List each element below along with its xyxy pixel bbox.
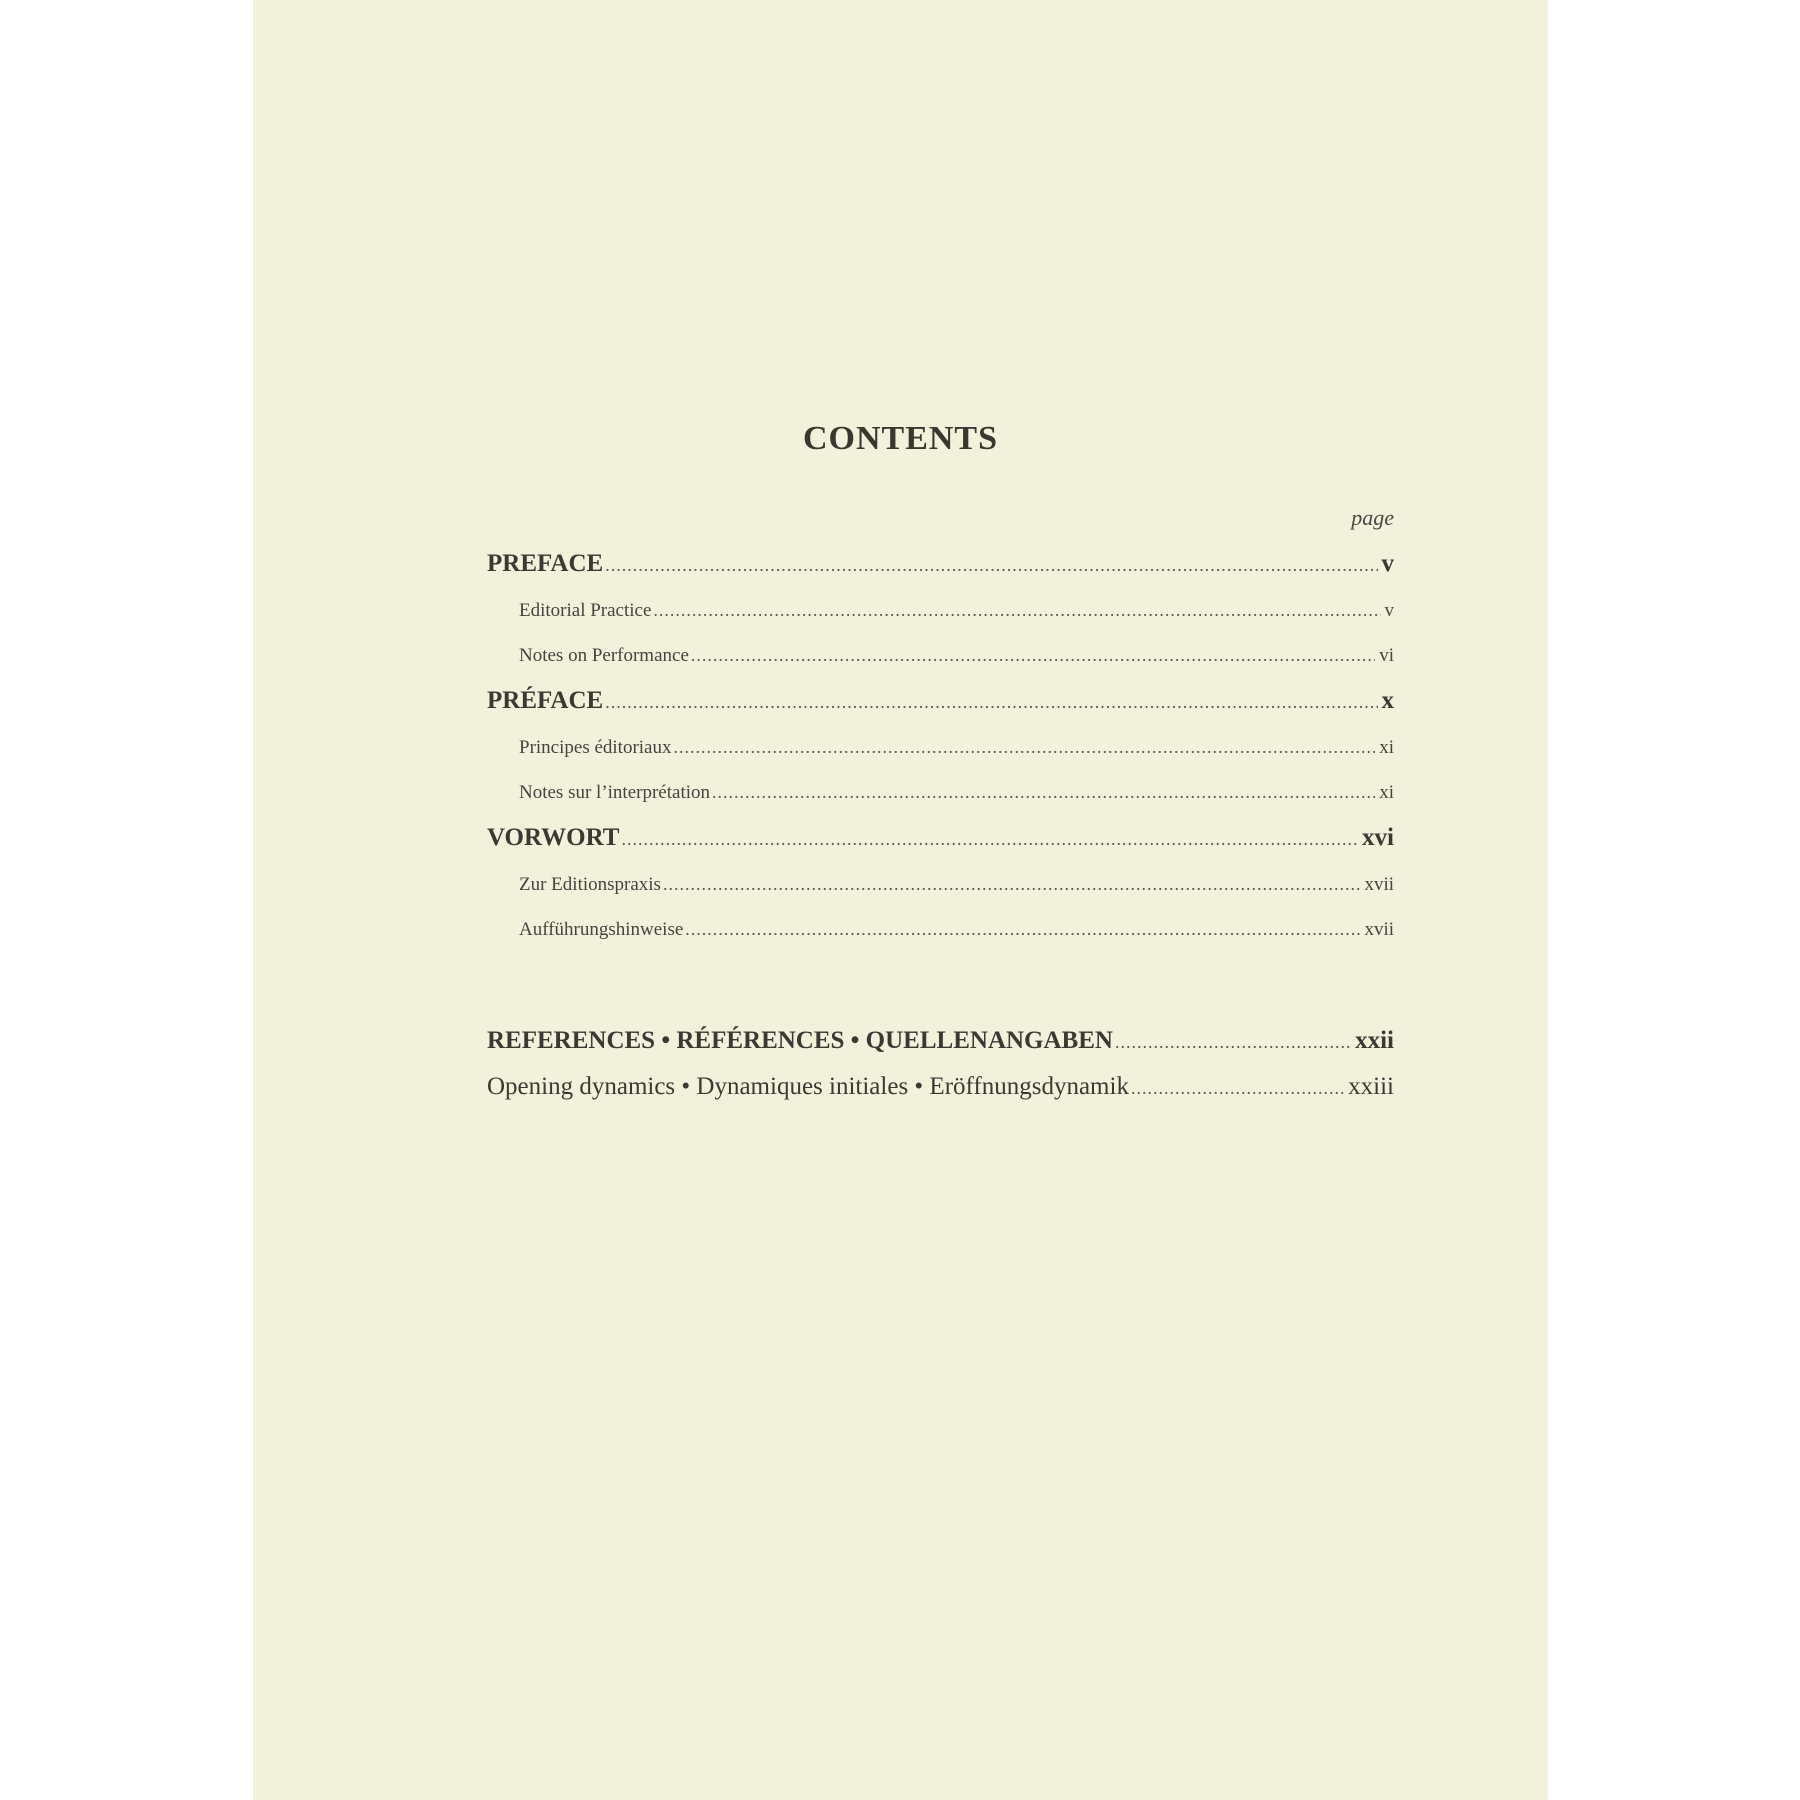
toc-entry-label: Opening dynamics • Dynamiques initiales • Eröffnungsdynamik bbox=[487, 1073, 1129, 1100]
dot-leader bbox=[674, 737, 1376, 758]
dot-leader bbox=[691, 645, 1375, 666]
toc-entry-label: Aufführungshinweise bbox=[519, 919, 684, 940]
toc-entry-label: Editorial Practice bbox=[519, 600, 652, 621]
toc-entry-vorwort bbox=[487, 824, 1394, 852]
toc-entry-page: xvi bbox=[1362, 824, 1394, 851]
dot-leader bbox=[1131, 1078, 1344, 1099]
toc-entry-preface bbox=[487, 550, 1394, 578]
toc-entry-page: xxii bbox=[1355, 1027, 1394, 1054]
toc-entry-notes-sur-interpretation bbox=[487, 782, 1394, 804]
dot-leader bbox=[1115, 1032, 1351, 1053]
page-title: CONTENTS bbox=[802, 420, 999, 457]
toc-entry-page: v bbox=[1384, 600, 1394, 621]
toc-entry-label: Notes sur l’interprétation bbox=[519, 782, 711, 803]
toc-entry-preface-fr bbox=[487, 687, 1394, 715]
page-column-label: page bbox=[1351, 505, 1394, 530]
contents-page bbox=[253, 0, 1548, 1800]
toc-entry-label: Notes on Performance bbox=[519, 645, 689, 666]
toc-entry-page: x bbox=[1381, 687, 1394, 714]
dot-leader bbox=[621, 829, 1358, 850]
toc-entry-page: xi bbox=[1379, 782, 1394, 803]
toc-entry-page: xxiii bbox=[1348, 1073, 1394, 1100]
toc-entry-page: xvii bbox=[1364, 874, 1394, 895]
toc-entry-label: PRÉFACE bbox=[487, 687, 604, 714]
toc-entry-label: VORWORT bbox=[487, 824, 620, 851]
dot-leader bbox=[605, 692, 1377, 713]
dot-leader bbox=[653, 600, 1380, 621]
dot-leader bbox=[663, 874, 1360, 895]
dot-leader bbox=[685, 919, 1360, 940]
toc-entry-label: PREFACE bbox=[487, 550, 604, 577]
toc-entry-references bbox=[487, 1027, 1394, 1055]
toc-entry-label: Principes éditoriaux bbox=[519, 737, 672, 758]
toc-entry-page: vi bbox=[1379, 645, 1394, 666]
toc-entry-zur-editionspraxis bbox=[487, 874, 1394, 896]
toc-entry-editorial-practice bbox=[487, 600, 1394, 622]
toc-entry-label: REFERENCES • RÉFÉRENCES • QUELLENANGABEN bbox=[487, 1027, 1113, 1054]
toc-entry-label: Zur Editionspraxis bbox=[519, 874, 661, 895]
dot-leader bbox=[605, 555, 1377, 576]
toc-entry-notes-on-performance bbox=[487, 645, 1394, 667]
toc-entry-page: xvii bbox=[1364, 919, 1394, 940]
toc-entry-auffuehrungshinweise bbox=[487, 919, 1394, 941]
toc-entry-page: v bbox=[1381, 550, 1394, 577]
toc-entry-page: xi bbox=[1379, 737, 1394, 758]
toc-entry-opening-dynamics bbox=[487, 1073, 1394, 1101]
toc-entry-principes-editoriaux bbox=[487, 737, 1394, 759]
dot-leader bbox=[712, 782, 1375, 803]
